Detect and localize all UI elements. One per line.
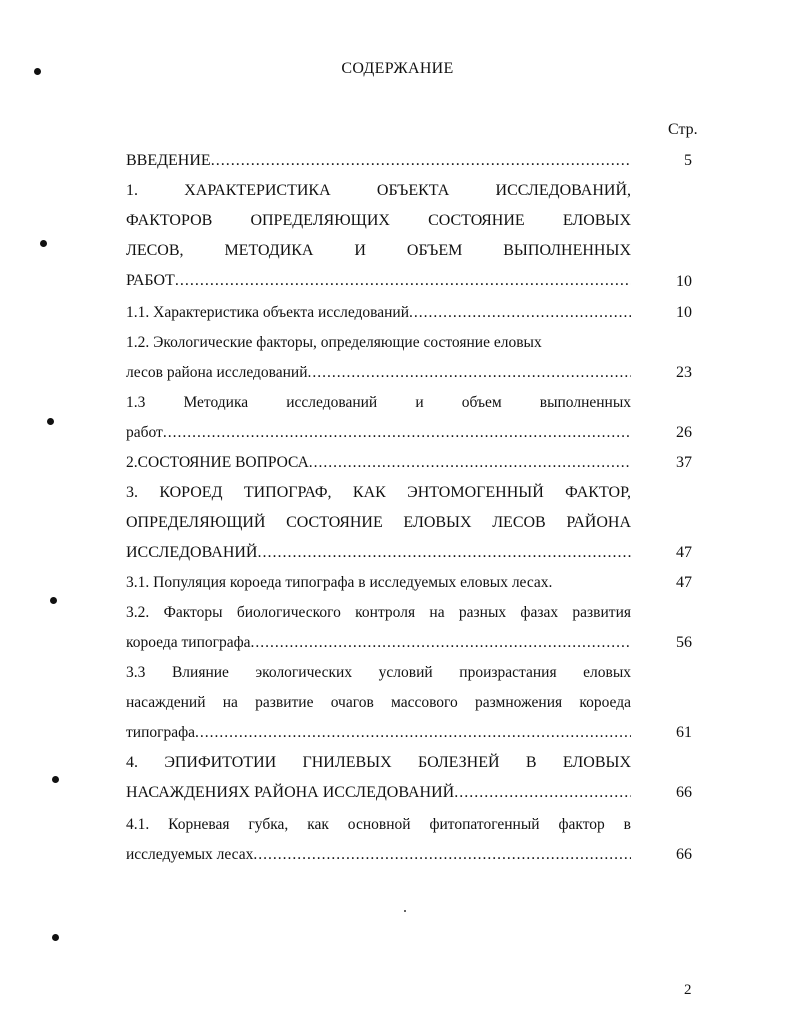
punch-hole-mark	[52, 776, 59, 783]
toc-page-number: 10	[676, 304, 692, 321]
toc-page-number: 47	[676, 544, 692, 561]
page-column-header: Стр.	[668, 121, 698, 138]
toc-page-number: 10	[676, 273, 692, 290]
toc-page-number: 56	[676, 634, 692, 651]
toc-line: 3. КОРОЕД ТИПОГРАФ, КАК ЭНТОМОГЕННЫЙ ФАКТОР,	[126, 484, 631, 501]
page-number: 2	[684, 982, 692, 998]
toc-page-number: 5	[684, 152, 692, 169]
toc-line: 1. ХАРАКТЕРИСТИКА ОБЪЕКТА ИССЛЕДОВАНИЙ,	[126, 182, 631, 199]
toc-line: насаждений на развитие очагов массового размножения короеда	[126, 694, 631, 711]
toc-page-number: 23	[676, 364, 692, 381]
toc-line: ИССЛЕДОВАНИЙ .....	[126, 542, 631, 564]
toc-line: 4. ЭПИФИТОТИИ ГНИЛЕВЫХ БОЛЕЗНЕЙ В ЕЛОВЫХ	[126, 754, 631, 771]
toc-line: ФАКТОРОВ ОПРЕДЕЛЯЮЩИХ СОСТОЯНИЕ ЕЛОВЫХ	[126, 212, 631, 229]
toc-line: 3.2. Факторы биологического контроля на разных фазах развития	[126, 604, 631, 621]
toc-line: исследуемых лесах .....	[126, 844, 631, 866]
punch-hole-mark	[34, 68, 41, 75]
punch-hole-mark	[52, 934, 59, 941]
toc-line: типографа .....	[126, 722, 631, 744]
punch-hole-mark	[40, 240, 47, 247]
toc-page-number: 37	[676, 454, 692, 471]
toc-page-number: 47	[676, 574, 692, 591]
toc-line: 3.3 Влияние экологических условий произрастания еловых	[126, 664, 631, 681]
toc-line: 3.1. Популяция короеда типографа в исследуемых еловых лесах.	[126, 574, 553, 591]
toc-line: 1.1. Характеристика объекта исследований .....	[126, 302, 631, 324]
toc-page-number: 61	[676, 724, 692, 741]
toc-page-number: 66	[676, 784, 692, 801]
page-title: СОДЕРЖАНИЕ	[341, 60, 454, 77]
toc-line: 4.1. Корневая губка, как основной фитопатогенный фактор в	[126, 816, 631, 833]
toc-line: работ .....	[126, 422, 631, 444]
toc-line: 1.3 Методика исследований и объем выполненных	[126, 394, 631, 411]
toc-line: ЛЕСОВ, МЕТОДИКА И ОБЪЕМ ВЫПОЛНЕННЫХ	[126, 242, 631, 259]
toc-line: НАСАЖДЕНИЯХ РАЙОНА ИССЛЕДОВАНИЙ .....	[126, 782, 631, 804]
toc-line: ВВЕДЕНИЕ .....	[126, 150, 631, 172]
scan-speck	[404, 910, 406, 912]
toc-line: ОПРЕДЕЛЯЮЩИЙ СОСТОЯНИЕ ЕЛОВЫХ ЛЕСОВ РАЙОНА	[126, 514, 631, 531]
toc-line: лесов района исследований .....	[126, 362, 631, 384]
toc-line: 1.2. Экологические факторы, определяющие состояние еловых	[126, 334, 542, 351]
toc-page-number: 26	[676, 424, 692, 441]
punch-hole-mark	[47, 418, 54, 425]
toc-line: 2.СОСТОЯНИЕ ВОПРОСА .....	[126, 452, 631, 474]
toc-line: РАБОТ .....	[126, 270, 631, 292]
toc-line: короеда типографа .....	[126, 632, 631, 654]
punch-hole-mark	[50, 597, 57, 604]
toc-page-number: 66	[676, 846, 692, 863]
